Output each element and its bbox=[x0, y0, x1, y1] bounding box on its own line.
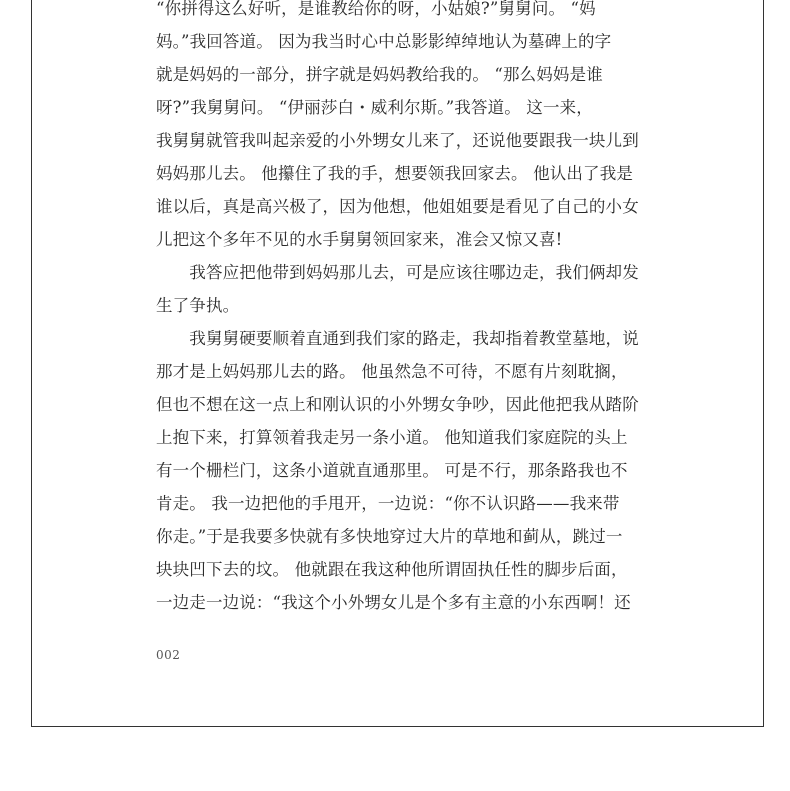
text-line: 上抱下来，打算领着我走另一条小道。 他知道我们家庭院的头上 bbox=[156, 428, 628, 447]
text-line: 肯走。 我一边把他的手甩开，一边说：“你不认识路——我来带 bbox=[156, 494, 620, 513]
book-page bbox=[31, 0, 764, 727]
text-line: 妈妈那儿去。 他攥住了我的手，想要领我回家去。 他认出了我是 bbox=[156, 164, 633, 183]
text-line: 我舅舅硬要顺着直通到我们家的路走，我却指着教堂墓地，说 bbox=[156, 329, 639, 348]
text-line: 一边走一边说：“我这个小外甥女儿是个多有主意的小东西啊！还 bbox=[156, 593, 631, 612]
text-line: 你走。”于是我要多快就有多快地穿过大片的草地和蓟从，跳过一 bbox=[156, 527, 623, 546]
text-line: 块块凹下去的坟。 他就跟在我这种他所谓固执任性的脚步后面， bbox=[156, 560, 628, 579]
text-line: 那才是上妈妈那儿去的路。 他虽然急不可待，不愿有片刻耽搁， bbox=[156, 362, 628, 381]
text-line: 谁以后，真是高兴极了，因为他想，他姐姐要是看见了自己的小女 bbox=[156, 197, 639, 216]
text-line: 我答应把他带到妈妈那儿去，可是应该往哪边走，我们俩却发 bbox=[156, 263, 639, 282]
text-line: 儿把这个多年不见的水手舅舅领回家来，准会又惊又喜! bbox=[156, 230, 563, 249]
text-line: 妈。”我回答道。 因为我当时心中总影影绰绰地认为墓碑上的字 bbox=[156, 32, 612, 51]
text-line: 我舅舅就管我叫起亲爱的小外甥女儿来了，还说他要跟我一块儿到 bbox=[156, 131, 639, 150]
text-line: 但也不想在这一点上和刚认识的小外甥女争吵，因此他把我从踏阶 bbox=[156, 395, 639, 414]
text-line: “你拼得这么好听，是谁教给你的呀，小姑娘?”舅舅问。 “妈 bbox=[156, 0, 596, 18]
text-line: 有一个栅栏门，这条小道就直通那里。 可是不行，那条路我也不 bbox=[156, 461, 628, 480]
text-line: 就是妈妈的一部分，拼字就是妈妈教给我的。 “那么妈妈是谁 bbox=[156, 65, 603, 84]
text-line: 呀?”我舅舅问。 “伊丽莎白・威利尔斯。”我答道。 这一来， bbox=[156, 98, 593, 117]
text-line: 生了争执。 bbox=[156, 296, 240, 315]
page-number: 002 bbox=[156, 648, 181, 662]
